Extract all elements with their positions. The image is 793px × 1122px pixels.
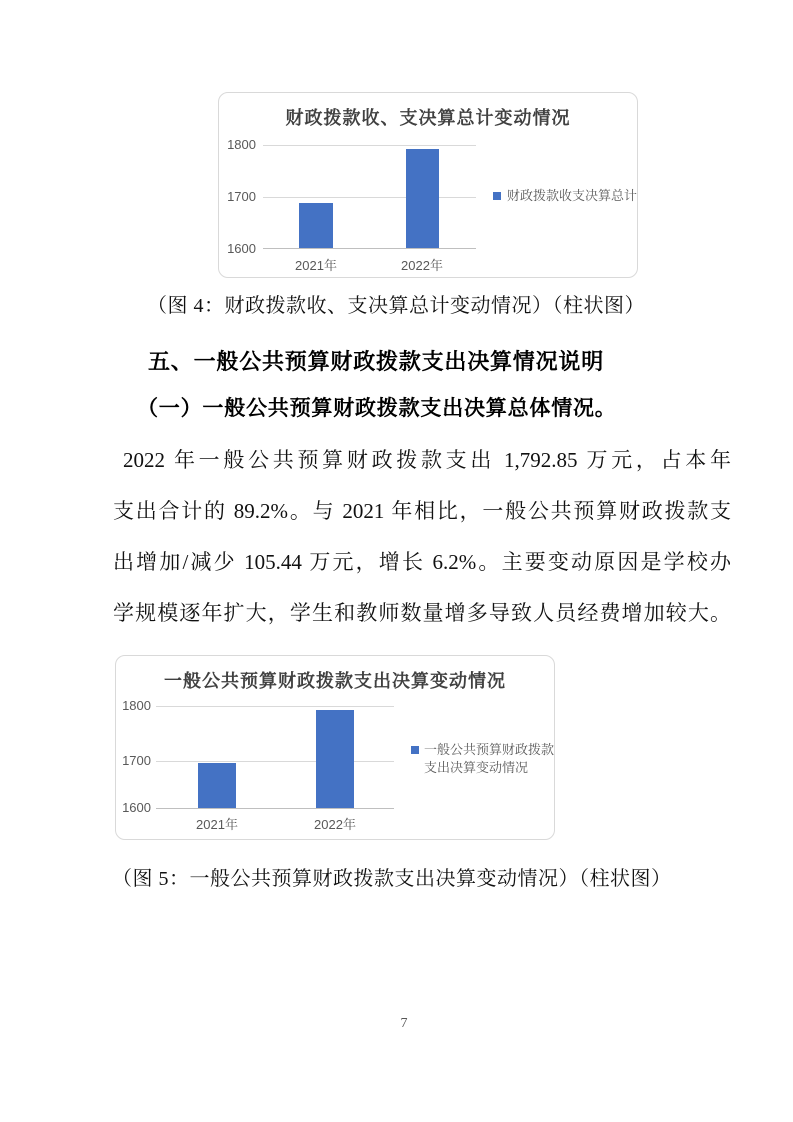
- legend-swatch-icon: [411, 746, 419, 754]
- subsection-heading: （一）一般公共预算财政拨款支出决算总体情况。: [137, 396, 617, 420]
- bar-2021: [299, 203, 333, 248]
- chart-title: 财政拨款收、支决算总计变动情况: [285, 108, 571, 128]
- gridline-1800: [263, 145, 476, 146]
- page-number: 7: [400, 1016, 408, 1031]
- y-axis-tick-1700: 1700: [122, 753, 151, 768]
- y-axis-tick-1700: 1700: [227, 189, 256, 204]
- x-axis-label-2022: 2022年: [314, 817, 356, 832]
- gridline-1800: [156, 706, 394, 707]
- bar-2022: [316, 710, 354, 808]
- chart-figure-5: [115, 655, 555, 840]
- body-paragraph-line: 2022 年一般公共预算财政拨款支出 1,792.85 万元，占本年: [123, 448, 731, 472]
- figure-4-caption: （图 4：财政拨款收、支决算总计变动情况）（柱状图）: [147, 295, 645, 317]
- x-axis-label-2022: 2022年: [401, 258, 443, 273]
- gridline-1700: [156, 761, 394, 762]
- legend-label: [424, 741, 554, 777]
- section-heading: 五、一般公共预算财政拨款支出决算情况说明: [148, 349, 605, 374]
- chart-title: 一般公共预算财政拨款支出决算变动情况: [164, 671, 506, 691]
- bar-2022: [406, 149, 439, 248]
- y-axis-tick-1600: 1600: [122, 800, 151, 815]
- body-paragraph-line: 学规模逐年扩大，学生和教师数量增多导致人员经费增加较大。: [113, 601, 731, 625]
- gridline-1700: [263, 197, 476, 198]
- body-paragraph: [113, 435, 731, 639]
- plot-area: [263, 145, 476, 248]
- x-axis-line: [263, 248, 476, 249]
- body-paragraph-line: 支出合计的 89.2%。与 2021 年相比，一般公共预算财政拨款支: [113, 499, 731, 523]
- legend-label-line-2: 支出决算变动情况: [424, 760, 529, 775]
- x-axis-label-2021: 2021年: [196, 817, 238, 832]
- y-axis-tick-1800: 1800: [122, 698, 151, 713]
- legend-label: 财政拨款收支决算总计: [507, 188, 638, 203]
- chart-figure-4: [218, 92, 638, 278]
- x-axis-line: [156, 808, 394, 809]
- y-axis-tick-1800: 1800: [227, 137, 256, 152]
- body-paragraph-line: 出增加/减少 105.44 万元，增长 6.2%。主要变动原因是学校办: [113, 550, 731, 574]
- figure-5-caption: （图 5：一般公共预算财政拨款支出决算变动情况）（柱状图）: [112, 868, 672, 890]
- legend-label-line-1: 一般公共预算财政拨款: [424, 742, 555, 757]
- y-axis-tick-1600: 1600: [227, 241, 256, 256]
- x-axis-label-2021: 2021年: [295, 258, 337, 273]
- plot-area: [156, 706, 394, 808]
- bar-2021: [198, 763, 236, 808]
- legend-swatch-icon: [493, 192, 501, 200]
